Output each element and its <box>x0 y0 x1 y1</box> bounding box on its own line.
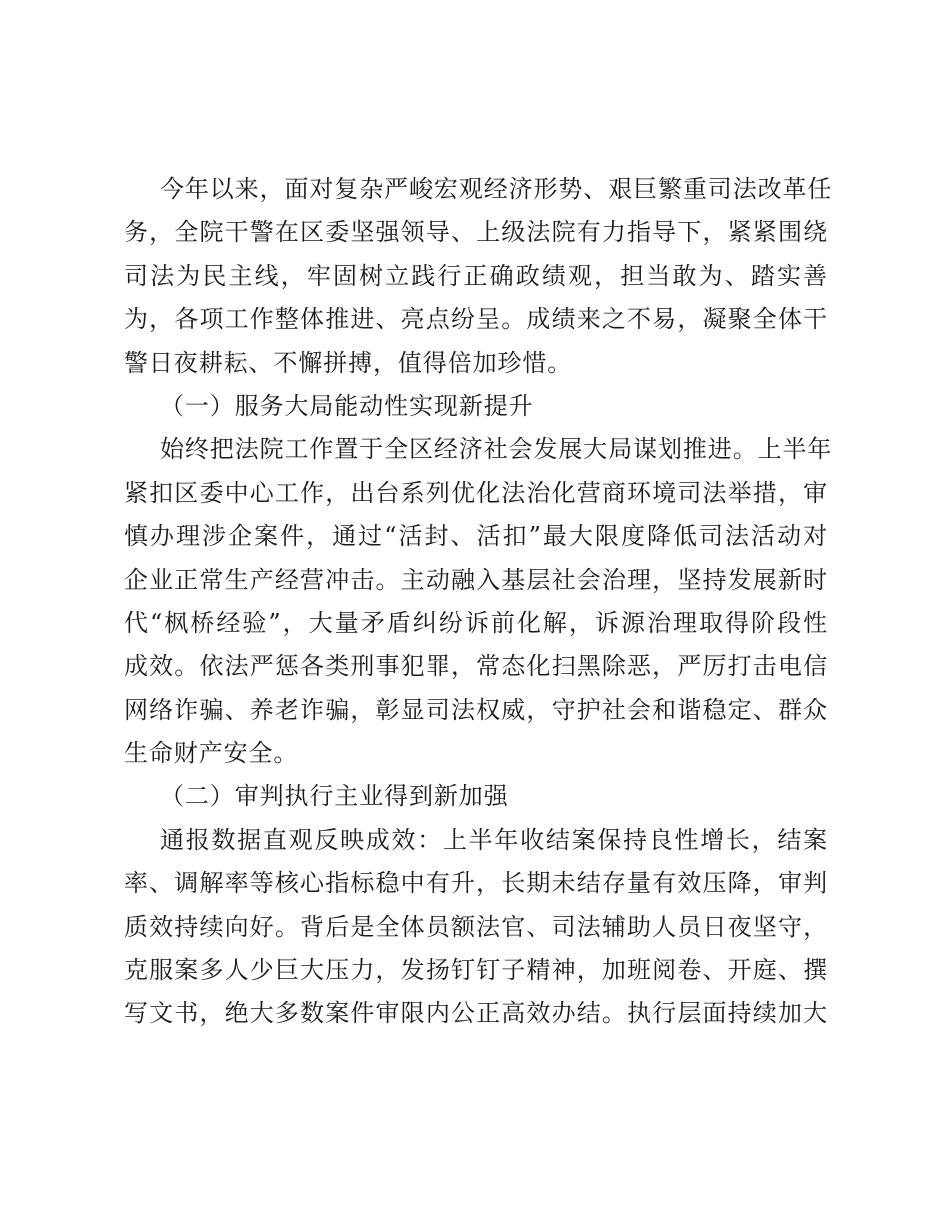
document-body <box>124 168 833 1036</box>
text-line: 成效。依法严惩各类刑事犯罪，常态化扫黑除恶，严厉打击电信 <box>124 652 828 681</box>
text-line: 率、调解率等核心指标稳中有升，长期未结存量有效压降，审判 <box>124 869 828 898</box>
paragraph-section-2 <box>124 819 828 1036</box>
paragraph-intro <box>124 168 833 385</box>
text-line: 生命财产安全。 <box>124 739 299 768</box>
text-line: 慎办理涉企案件，通过“活封、活扣”最大限度降低司法活动对 <box>124 522 828 551</box>
section-heading: （一）服务大局能动性实现新提升 <box>160 391 534 420</box>
text-line: 克服案多人少巨大压力，发扬钉钉子精神，加班阅卷、开庭、撰 <box>124 956 828 985</box>
text-line: 为，各项工作整体推进、亮点纷呈。成绩来之不易，凝聚全体干 <box>124 305 828 334</box>
paragraph-section-1 <box>124 428 833 775</box>
text-line: 警日夜耕耘、不懈拼搏，值得倍加珍惜。 <box>124 348 573 377</box>
text-line: 始终把法院工作置于全区经济社会发展大局谋划推进。上半年 <box>160 435 833 464</box>
text-line: 网络诈骗、养老诈骗，彰显司法权威，守护社会和谐稳定、群众 <box>124 695 828 724</box>
text-line: 司法为民主线，牢固树立践行正确政绩观，担当敢为、踏实善 <box>124 261 828 290</box>
section-heading: （二）审判执行主业得到新加强 <box>160 782 509 811</box>
text-line: 质效持续向好。背后是全体员额法官、司法辅助人员日夜坚守， <box>124 912 828 941</box>
text-line: 写文书，绝大多数案件审限内公正高效办结。执行层面持续加大 <box>124 999 828 1028</box>
text-line: 务，全院干警在区委坚强领导、上级法院有力指导下，紧紧围绕 <box>124 218 828 247</box>
text-line: 代“枫桥经验”，大量矛盾纠纷诉前化解，诉源治理取得阶段性 <box>124 608 828 637</box>
text-line: 企业正常生产经营冲击。主动融入基层社会治理，坚持发展新时 <box>124 565 828 594</box>
text-line: 通报数据直观反映成效：上半年收结案保持良性增长，结案 <box>160 825 828 854</box>
text-line: 紧扣区委中心工作，出台系列优化法治化营商环境司法举措，审 <box>124 478 828 507</box>
text-line: 今年以来，面对复杂严峻宏观经济形势、艰巨繁重司法改革任 <box>160 175 833 203</box>
